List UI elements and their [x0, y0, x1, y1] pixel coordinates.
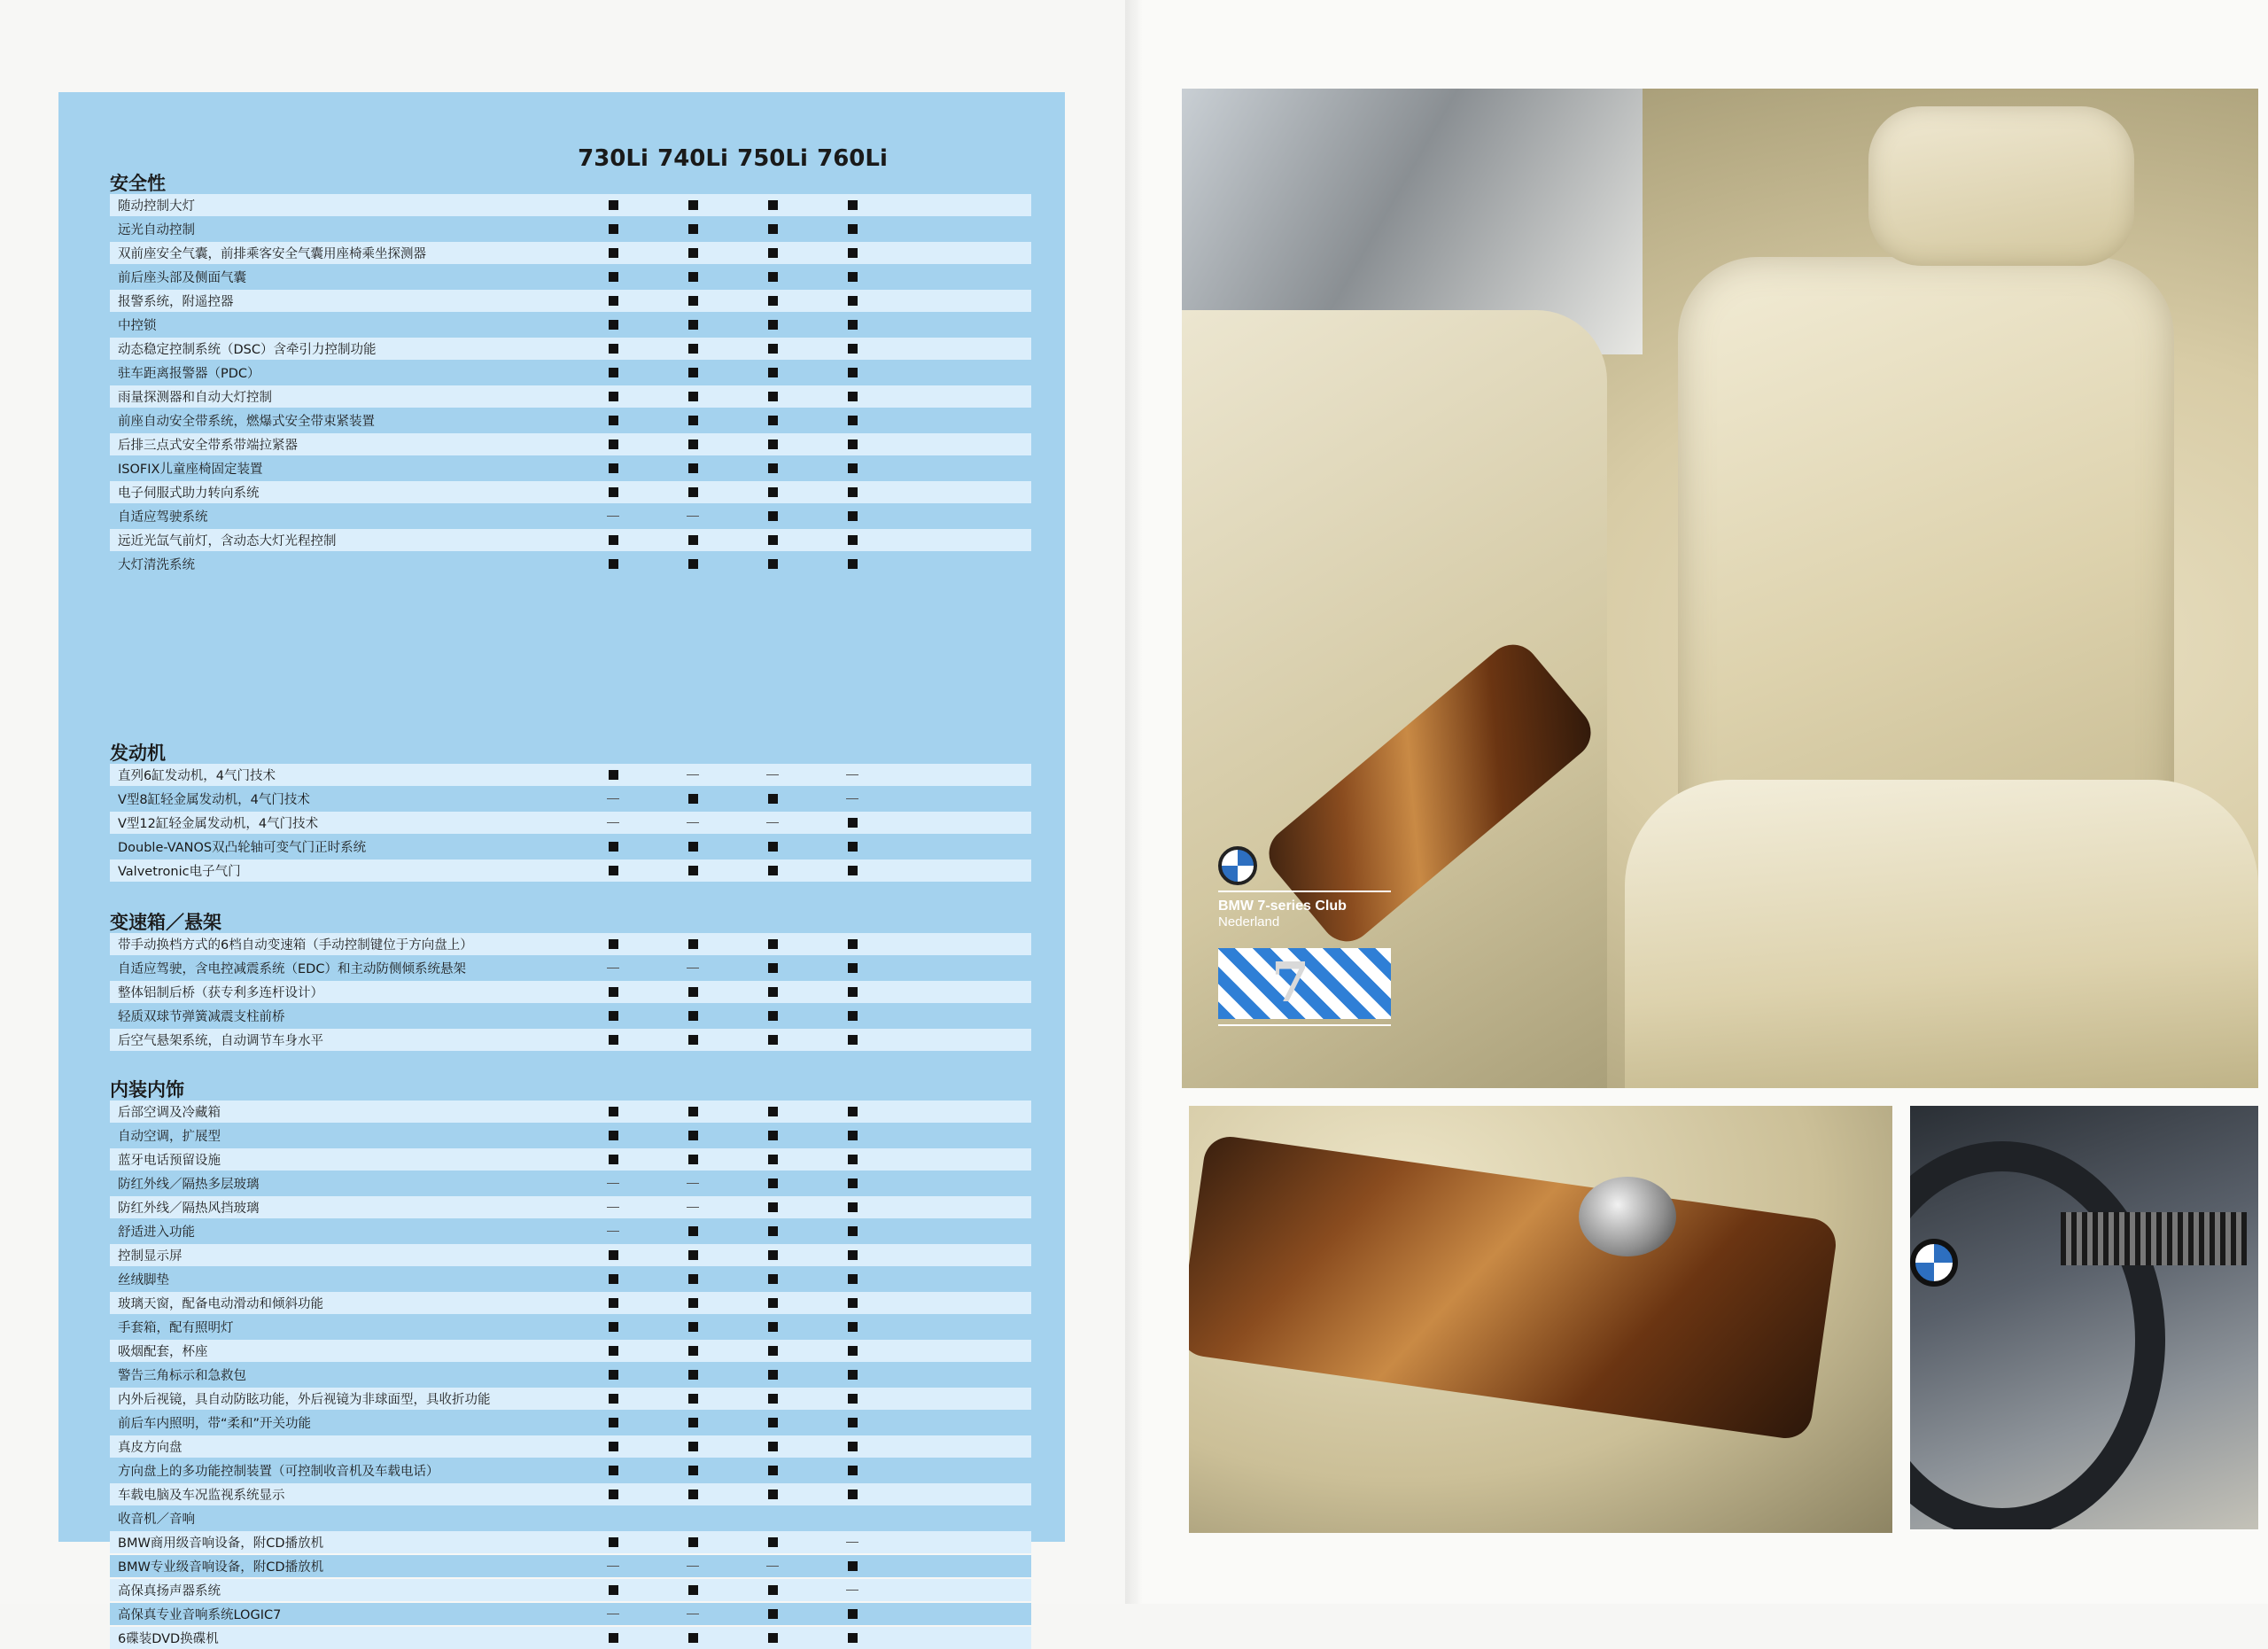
spec-row [110, 553, 1031, 575]
spec-row [110, 1531, 1031, 1553]
spec-label: 雨量探测器和自动大灯控制 [118, 391, 272, 405]
standard-mark [799, 1029, 905, 1051]
standard-mark [799, 1435, 905, 1458]
spec-row [110, 1220, 1031, 1242]
spec-row [110, 1101, 1031, 1123]
spec-label: 高保真扬声器系统 [118, 1584, 221, 1598]
spec-row [110, 1555, 1031, 1577]
spec-label: 前座自动安全带系统，燃爆式安全带束紧装置 [118, 415, 375, 429]
spec-row [110, 836, 1031, 858]
spec-row [110, 1459, 1031, 1482]
not-available-mark [799, 788, 905, 810]
spec-row [110, 1340, 1031, 1362]
not-available-mark [799, 1531, 905, 1553]
spec-label: 前后车内照明，带“柔和”开关功能 [118, 1417, 312, 1431]
model-header-760li: 760Li [817, 145, 888, 172]
spec-row [110, 290, 1031, 312]
club-divider [1218, 891, 1391, 892]
standard-mark [799, 1627, 905, 1649]
spec-label: 手套箱，配有照明灯 [118, 1321, 234, 1335]
spec-row [110, 1292, 1031, 1314]
spec-label: 高保真专业音响系统LOGIC7 [118, 1608, 282, 1622]
spec-row [110, 457, 1031, 479]
spec-row [110, 529, 1031, 551]
model-header-730li: 730Li [578, 145, 649, 172]
spec-label: 报警系统，附遥控器 [118, 295, 234, 309]
spec-label: 远近光氙气前灯，含动态大灯光程控制 [118, 534, 337, 548]
spec-label: 后排三点式安全带系带端拉紧器 [118, 439, 298, 453]
air-vents [2061, 1212, 2247, 1265]
spec-label: 自动空调，扩展型 [118, 1130, 221, 1144]
seven-glyph: 7 [1271, 950, 1310, 1015]
spec-label: 自适应驾驶，含电控减震系统（EDC）和主动防侧倾系统悬架 [118, 962, 466, 976]
spec-label: 方向盘上的多功能控制装置（可控制收音机及车载电话） [118, 1465, 439, 1479]
standard-mark [799, 433, 905, 455]
spec-label: 电子伺服式助力转向系统 [118, 486, 260, 501]
photo-page [1143, 0, 2268, 1604]
spec-row [110, 1244, 1031, 1266]
spec-label: Valvetronic电子气门 [118, 865, 241, 879]
spec-row [110, 1316, 1031, 1338]
standard-mark [799, 1268, 905, 1290]
standard-mark [799, 553, 905, 575]
standard-mark [799, 1459, 905, 1482]
spec-label: 动态稳定控制系统（DSC）含牵引力控制功能 [118, 343, 377, 357]
standard-mark [799, 385, 905, 408]
spec-label: BMW专业级音响设备，附CD播放机 [118, 1560, 324, 1575]
armrest-controls-photo [1189, 1106, 1892, 1533]
spec-row [110, 933, 1031, 955]
spec-label: 控制显示屏 [118, 1249, 183, 1264]
spec-row [110, 409, 1031, 432]
spec-label: 整体铝制后桥（获专利多连杆设计） [118, 986, 323, 1000]
standard-mark [799, 1388, 905, 1410]
standard-mark [799, 957, 905, 979]
standard-mark [799, 1603, 905, 1625]
spec-row [110, 957, 1031, 979]
spec-row [110, 1412, 1031, 1434]
spec-label: 吸烟配套，杯座 [118, 1345, 208, 1359]
wood-console [1189, 1133, 1839, 1442]
spec-label: V型8缸轻金属发动机，4气门技术 [118, 793, 310, 807]
idrive-controller [1579, 1177, 1676, 1256]
spec-label: 蓝牙电话预留设施 [118, 1154, 221, 1168]
seat-cushion [1625, 780, 2258, 1088]
spec-row [110, 1435, 1031, 1458]
spec-label: 大灯清洗系统 [118, 558, 195, 572]
spec-row [110, 1148, 1031, 1171]
spec-label: 后空气悬架系统，自动调节车身水平 [118, 1034, 323, 1048]
standard-mark [799, 409, 905, 432]
spec-label: 真皮方向盘 [118, 1441, 183, 1455]
standard-mark [799, 1220, 905, 1242]
spec-label: 6碟装DVD换碟机 [118, 1632, 219, 1646]
spec-label: 带手动换档方式的6档自动变速箱（手动控制键位于方向盘上） [118, 938, 473, 953]
spec-row [110, 1172, 1031, 1194]
spec-row [110, 362, 1031, 384]
spec-label: 防红外线／隔热多层玻璃 [118, 1178, 260, 1192]
standard-mark [799, 933, 905, 955]
spec-label: 双前座安全气囊，前排乘客安全气囊用座椅乘坐探测器 [118, 247, 426, 261]
spec-label: 车载电脑及车况监视系统显示 [118, 1489, 285, 1503]
spec-row [110, 1579, 1031, 1601]
spec-row [110, 1364, 1031, 1386]
spec-panel [58, 92, 1065, 1646]
spec-row [110, 266, 1031, 288]
standard-mark [799, 1364, 905, 1386]
spec-page [0, 0, 1125, 1646]
spec-row [110, 764, 1031, 786]
dashboard-photo [1910, 1106, 2258, 1529]
spec-row [110, 505, 1031, 527]
standard-mark [799, 1148, 905, 1171]
not-available-mark [799, 764, 905, 786]
spec-label: 后部空调及冷藏箱 [118, 1106, 221, 1120]
spec-row [110, 385, 1031, 408]
standard-mark [799, 290, 905, 312]
spec-row [110, 788, 1031, 810]
standard-mark [799, 505, 905, 527]
page-gutter [1125, 0, 1143, 1604]
standard-mark [799, 812, 905, 834]
spec-label: 驻车距离报警器（PDC） [118, 367, 260, 381]
bmw-wheel-logo [1910, 1239, 1958, 1287]
spec-row [110, 218, 1031, 240]
bmw-roundel-icon [1218, 846, 1257, 885]
headrest [1868, 106, 2134, 266]
bavarian-flag-logo [1218, 948, 1391, 1019]
spec-row [110, 1603, 1031, 1625]
standard-mark [799, 836, 905, 858]
spec-label: 自适应驾驶系统 [118, 510, 208, 525]
spec-label: 远光自动控制 [118, 223, 195, 237]
spec-row [110, 1005, 1031, 1027]
standard-mark [799, 1124, 905, 1147]
standard-mark [799, 1172, 905, 1194]
spec-row [110, 194, 1031, 216]
spec-row [110, 1196, 1031, 1218]
spec-row [110, 1124, 1031, 1147]
standard-mark [799, 1196, 905, 1218]
not-available-mark [799, 1579, 905, 1601]
steering-wheel [1910, 1141, 2165, 1529]
standard-mark [799, 1101, 905, 1123]
spec-label: 防红外线／隔热风挡玻璃 [118, 1202, 260, 1216]
standard-mark [799, 1555, 905, 1577]
standard-mark [799, 481, 905, 503]
standard-mark [799, 1340, 905, 1362]
spec-row [110, 1627, 1031, 1649]
standard-mark [799, 362, 905, 384]
spec-row [110, 314, 1031, 336]
spec-row [110, 481, 1031, 503]
model-header-750li: 750Li [737, 145, 808, 172]
club-badge [1218, 846, 1395, 1031]
spec-label: V型12缸轻金属发动机，4气门技术 [118, 817, 319, 831]
standard-mark [799, 314, 905, 336]
standard-mark [799, 1292, 905, 1314]
spec-label: 中控锁 [118, 319, 157, 333]
spec-row [110, 1268, 1031, 1290]
spec-label: 直列6缸发动机，4气门技术 [118, 769, 276, 783]
standard-mark [799, 194, 905, 216]
model-header-740li: 740Li [657, 145, 728, 172]
section-title: 内装内饰 [110, 1079, 184, 1101]
section-title: 发动机 [110, 743, 166, 764]
standard-mark [799, 1005, 905, 1027]
spec-row [110, 1388, 1031, 1410]
standard-mark [799, 981, 905, 1003]
spec-row [110, 1483, 1031, 1505]
section-title: 变速箱／悬架 [110, 912, 221, 933]
spec-label: 警告三角标示和急救包 [118, 1369, 246, 1383]
spec-label: Double-VANOS双凸轮轴可变气门正时系统 [118, 841, 367, 855]
spec-label: ISOFIX儿童座椅固定装置 [118, 463, 263, 477]
spec-row [110, 860, 1031, 882]
spec-label: BMW商用级音响设备，附CD播放机 [118, 1536, 324, 1551]
spec-row [110, 812, 1031, 834]
spec-label: 内外后视镜，具自动防眩功能，外后视镜为非球面型，具收折功能 [118, 1393, 491, 1407]
standard-mark [799, 338, 905, 360]
spec-label: 玻璃天窗，配备电动滑动和倾斜功能 [118, 1297, 323, 1311]
standard-mark [799, 242, 905, 264]
spec-label: 随动控制大灯 [118, 199, 195, 214]
standard-mark [799, 1244, 905, 1266]
spec-row [110, 981, 1031, 1003]
standard-mark [799, 860, 905, 882]
spec-label: 收音机／音响 [118, 1513, 195, 1527]
standard-mark [799, 218, 905, 240]
standard-mark [799, 529, 905, 551]
standard-mark [799, 457, 905, 479]
spec-row [110, 433, 1031, 455]
spec-row [110, 1029, 1031, 1051]
standard-mark [799, 1412, 905, 1434]
spec-row [110, 338, 1031, 360]
spec-label: 前后座头部及侧面气囊 [118, 271, 246, 285]
spec-label: 舒适进入功能 [118, 1225, 195, 1240]
section-title: 安全性 [110, 173, 166, 194]
spec-label: 丝绒脚垫 [118, 1273, 169, 1287]
standard-mark [799, 266, 905, 288]
spec-row [110, 242, 1031, 264]
club-name: BMW 7-series Club [1218, 898, 1347, 914]
spec-row [110, 1507, 1031, 1529]
standard-mark [799, 1483, 905, 1505]
club-divider-bottom [1218, 1024, 1391, 1026]
spec-label: 轻质双球节弹簧减震支柱前桥 [118, 1010, 285, 1024]
club-country: Nederland [1218, 914, 1280, 930]
standard-mark [799, 1316, 905, 1338]
